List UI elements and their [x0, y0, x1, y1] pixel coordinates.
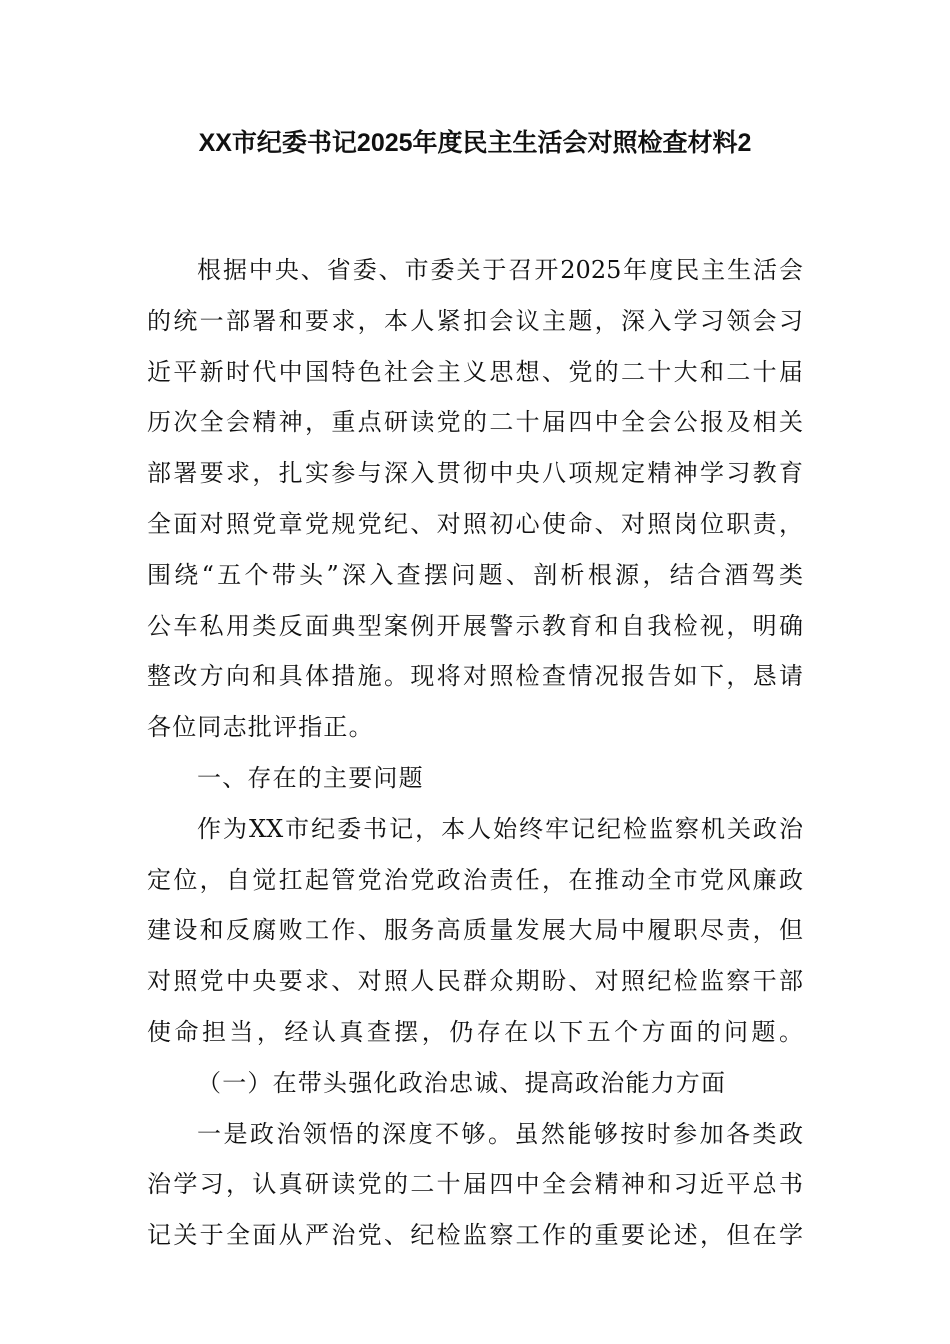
paragraph-line: 对照党中央要求、对照人民群众期盼、对照纪检监察干部: [147, 967, 803, 996]
paragraph-line: 历次全会精神，重点研读党的二十届四中全会公报及相关: [147, 408, 803, 437]
paragraph-line: 定位，自觉扛起管党治党政治责任，在推动全市党风廉政: [147, 865, 803, 894]
paragraph-line: 作为XX市纪委书记，本人始终牢记纪检监察机关政治: [197, 814, 803, 843]
paragraph-line: 使命担当，经认真查摆，仍存在以下五个方面的问题。: [147, 1017, 803, 1046]
paragraph-line: 公车私用类反面典型案例开展警示教育和自我检视，明确: [147, 611, 803, 640]
paragraph-line: 各位同志批评指正。: [147, 713, 374, 742]
paragraph-line: 根据中央、省委、市委关于召开2025年度民主生活会: [197, 256, 803, 284]
subsection-heading: （一）在带头强化政治忠诚、提高政治能力方面: [197, 1068, 727, 1097]
paragraph-line: 整改方向和具体措施。现将对照检查情况报告如下，恳请: [147, 662, 803, 691]
paragraph-line: 近平新时代中国特色社会主义思想、党的二十大和二十届: [147, 357, 803, 386]
paragraph-line: 治学习，认真研读党的二十届四中全会精神和习近平总书: [147, 1170, 803, 1199]
paragraph-line: 全面对照党章党规党纪、对照初心使命、对照岗位职责，: [147, 509, 803, 538]
paragraph-line: 部署要求，扎实参与深入贯彻中央八项规定精神学习教育: [147, 459, 803, 488]
paragraph-line: 建设和反腐败工作、服务高质量发展大局中履职尽责，但: [147, 916, 803, 945]
document-body: [147, 245, 803, 1261]
paragraph-line: 一是政治领悟的深度不够。虽然能够按时参加各类政: [197, 1119, 803, 1148]
document-title: XX市纪委书记2025年度民主生活会对照检查材料2: [198, 129, 752, 157]
section-heading: 一、存在的主要问题: [197, 763, 424, 792]
paragraph-line: 记关于全面从严治党、纪检监察工作的重要论述，但在学: [147, 1221, 803, 1250]
paragraph-line: 的统一部署和要求，本人紧扣会议主题，深入学习领会习: [147, 306, 803, 335]
paragraph-line: 围绕“五个带头”深入查摆问题、剖析根源，结合酒驾类: [147, 560, 803, 589]
